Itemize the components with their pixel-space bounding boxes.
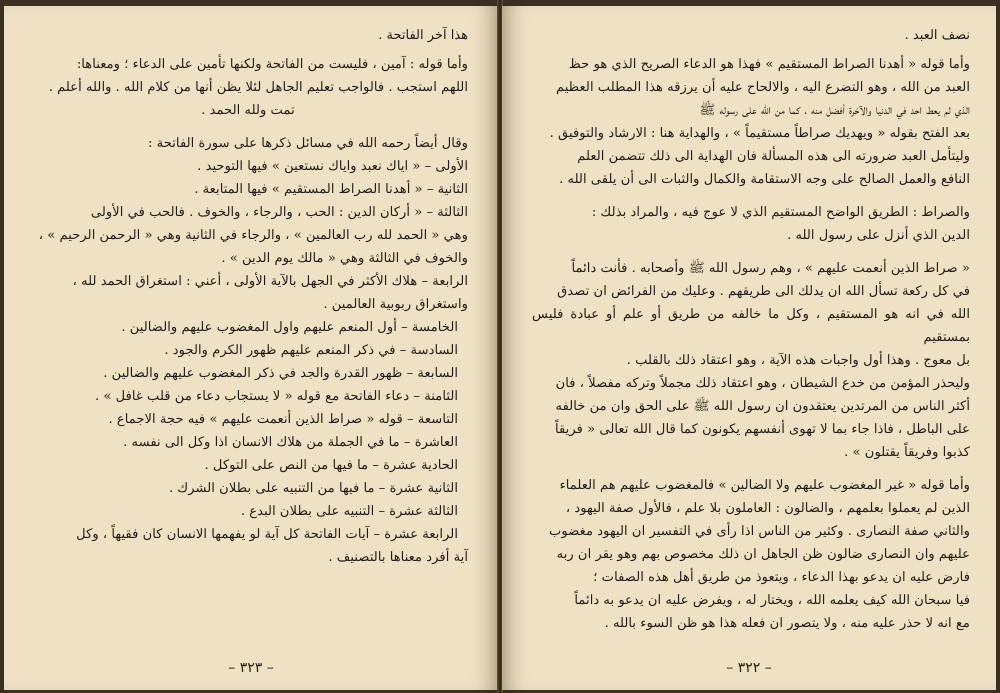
list-item: الحادية عشرة – ما فيها من النص على التوكل .	[204, 458, 458, 473]
list-item: الخامسة – أول المنعم عليهم واول المغضوب عليهم والضالين .	[121, 320, 458, 335]
page-number: – ٣٢٢ –	[726, 660, 772, 676]
text-line: الثالثة – « أركان الدين : الحب ، والرجاء ، والخوف . فالحب في الأولى	[90, 205, 468, 220]
text-line: أكثر الناس من المرتدين يعتقدون ان رسول الله ﷺ على الحق وان من خالفه	[555, 399, 970, 414]
list-item: الثانية عشرة – ما فيها من التنبيه على بطلان الشرك .	[168, 481, 458, 496]
text-line: في كل ركعة تسأل الله ان يدلك الى طريقهم . وعليك من الفرائض ان تصدق	[557, 284, 970, 299]
text-line: النافع والعمل الصالح على وجه الاستقامة والكمال والثبات الى أن يلقى الله .	[559, 172, 970, 187]
text-line: فيا سبحان الله كيف يعلمه الله ، ويختار له ، ويفرض عليه ان يدعو به دائماً	[574, 593, 970, 608]
text-line: الدين الذي أنزل على رسول الله .	[787, 228, 970, 243]
text-line: مع انه لا حذر عليه منه ، ولا يتصور ان فعله هذا هو ظن السوء بالله .	[604, 616, 970, 631]
list-item: الثالثة عشرة – التنبيه على بطلان البدع .	[240, 504, 458, 519]
closing-line: تمت ولله الحمد .	[201, 103, 295, 118]
list-item: التاسعة – قوله « صراط الذين أنعمت عليهم » فيه حجة الاجماع .	[108, 412, 458, 427]
text-line: وهي « الحمد لله رب العالمين » ، والرجاء في الثانية وهي « الرحمن الرحيم » ،	[38, 228, 468, 243]
text-line: « صراط الذين أنعمت عليهم » ، وهم رسول الله ﷺ وأصحابه . فأنت دائماً	[571, 261, 970, 276]
text-line: وأما قوله : آمين ، فليست من الفاتحة ولكنها تأمين على الدعاء ؛ ومعناها:	[76, 57, 468, 72]
text-line: الثانية – « أهدنا الصراط المستقيم » فيها المتابعة .	[194, 182, 468, 197]
right-page	[502, 6, 996, 690]
text-line: وليتأمل العبد ضرورته الى هذه المسألة فان الهداية الى ذلك تتضمن العلم	[577, 149, 970, 164]
text-line: الأولى – « اياك نعبد واياك نستعين » فيها التوحيد .	[197, 159, 468, 174]
list-item: السادسة – في ذكر المنعم عليهم ظهور الكرم والجود .	[164, 343, 458, 358]
text-line: على الباطل ، فاذا جاء بما لا تهوى أنفسهم يكونون كما قال الله تعالى « فريقاً	[554, 422, 970, 437]
text-line: فارض عليه ان يدعو بهذا الدعاء ، ويتعوذ من طريق أهل هذه الصفات ؛	[593, 570, 970, 585]
text-line: والخوف في الثالثة وهي « مالك يوم الدين » .	[221, 251, 468, 266]
list-item: الثامنة – دعاء الفاتحة مع قوله « لا يستجاب دعاء من قلب غافل » .	[94, 389, 458, 404]
running-header: هذا آخر الفاتحة .	[378, 28, 468, 43]
text-line: عليهم وان النصارى ضالون ظن الجاهل ان ذلك مخصوص بهم وهو يقر ان ربه	[556, 547, 970, 562]
text-line: الله في انه هو المستقيم ، وكل ما خالفه من طريق أو علم أو عبادة فليس بمستقيم	[532, 307, 970, 345]
list-item: الرابعة عشرة – آيات الفاتحة كل آية لو يفهمها الانسان كان فقيهاً ، وكل	[76, 527, 458, 542]
text-line: واستغراق ربوبية العالمين .	[323, 297, 468, 312]
text-line: والثاني صفة النصارى . وكثير من الناس اذا رأى في التفسير ان اليهود مغضوب	[549, 524, 970, 539]
text-line: بل معوج . وهذا أول واجبات هذه الآية ، وهو اعتقاد ذلك بالقلب .	[626, 353, 970, 368]
text-line: وقال أيضاً رحمه الله في مسائل ذكرها على سورة الفاتحة :	[148, 136, 468, 151]
list-item: السابعة – ظهور القدرة والجد في ذكر المغضوب عليهم والضالين .	[103, 366, 458, 381]
text-line: وأما قوله « غير المغضوب عليهم ولا الضالين » فالمغضوب عليهم هم العلماء	[559, 478, 970, 493]
page-number: – ٣٢٣ –	[228, 660, 274, 676]
text-line: الرابعة – هلاك الأكثر في الجهل بالآية الأولى ، أعني : استغراق الحمد لله ،	[72, 274, 468, 289]
list-item: العاشرة – ما في الجملة من هلاك الانسان اذا وكل الى نفسه .	[123, 435, 458, 450]
text-line: بعد الفتح بقوله « ويهديك صراطاً مستقيماً » ، والهداية هنا : الارشاد والتوفيق .	[549, 126, 970, 141]
text-line: العبد من الله ، وهو التضرع اليه ، والالحاح عليه أن يرزقه هذا المطلب العظيم	[555, 80, 970, 95]
text-line: وليحذر المؤمن من خدع الشيطان ، وهو اعتقاد ذلك مجملاً وتركه مفصلاً ، فان	[555, 376, 970, 391]
text-line: اللهم استجب . فالواجب تعليم الجاهل لئلا يظن أنها من كلام الله . والله أعلم .	[48, 80, 468, 95]
running-header: نصف العبد .	[904, 28, 970, 43]
text-line: الذين لم يعملوا بعلمهم ، والضالون : العاملون بلا علم ، فالأول صفة اليهود ،	[565, 501, 970, 516]
text-line: كذبوا وفريقاً يقتلون » .	[844, 445, 970, 460]
text-line: وأما قوله « أهدنا الصراط المستقيم » فهذا هو الدعاء الصريح الذي هو حظ	[568, 57, 970, 72]
text-line: الذي لم يعط احد في الدنيا والآخرة أفضل منه ، كما من الله على رسوله ﷺ	[699, 103, 970, 118]
text-line: آية أفرد معناها بالتصنيف .	[328, 550, 468, 565]
text-line: والصراط : الطريق الواضح المستقيم الذي لا عوج فيه ، والمراد بذلك :	[591, 205, 970, 220]
left-page	[4, 6, 498, 690]
